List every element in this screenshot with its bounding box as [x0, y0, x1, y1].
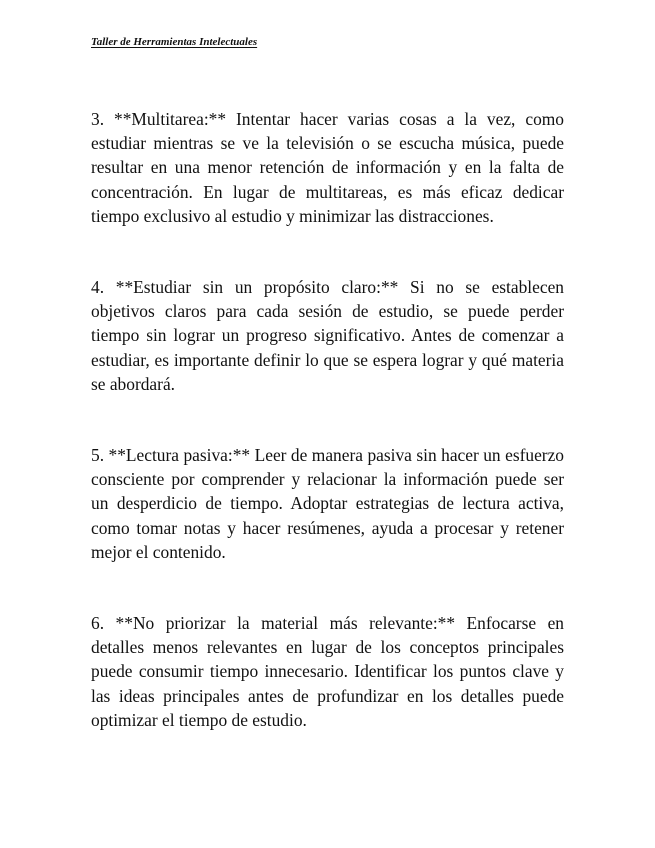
running-header: Taller de Herramientas Intelectuales — [91, 36, 258, 48]
paragraph-item-3: 3. **Multitarea:** Intentar hacer varias cosas a la vez, como estudiar mientras se ve la televisión o se escucha música, puede resultar en una menor retención de información y en la falta de concentración. En lugar de multitareas, es más eficaz dedicar tiempo exclusivo al estudio y minimizar las distracciones. — [91, 109, 564, 226]
paragraph-item-5: 5. **Lectura pasiva:** Leer de manera pasiva sin hacer un esfuerzo consciente por comprender y relacionar la información puede ser un desperdicio de tiempo. Adoptar estrategias de lectura activa, como tomar notas y hacer resúmenes, ayuda a procesar y retener mejor el contenido. — [91, 445, 564, 562]
paragraph-item-4: 4. **Estudiar sin un propósito claro:** Si no se establecen objetivos claros para cada sesión de estudio, se puede perder tiempo sin lograr un progreso significativo. Antes de comenzar a estudiar, es importante definir lo que se espera lograr y qué materia se abordará. — [91, 277, 564, 394]
paragraph-item-6: 6. **No priorizar la material más relevante:** Enfocarse en detalles menos relevantes en lugar de los conceptos principales puede consumir tiempo innecesario. Identificar los puntos clave y las ideas principales antes de profundizar en los detalles puede optimizar el tiempo de estudio. — [91, 613, 564, 730]
body-text — [91, 107, 564, 732]
